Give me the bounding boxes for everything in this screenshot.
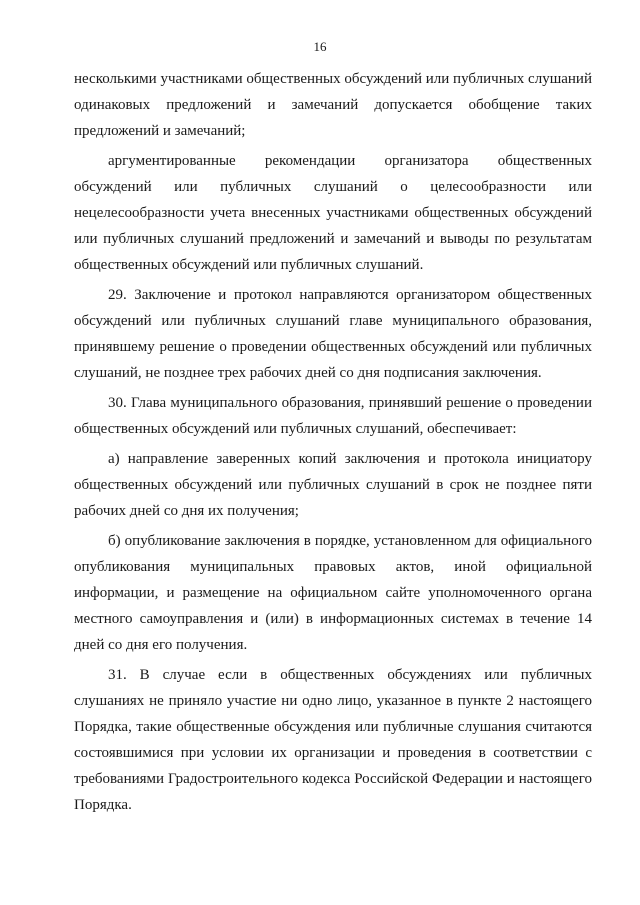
paragraph-item-30a: а) направление заверенных копий заключения и протокола инициатору общественных обсуждений или публичных слушаний в срок не позднее пяти рабочих дней со дня их получения; (74, 451, 592, 519)
paragraph-item-30: 30. Глава муниципального образования, принявший решение о проведении общественных обсуждений или публичных слушаний, обеспечивает: (74, 395, 592, 437)
paragraph-item-31: 31. В случае если в общественных обсуждениях или публичных слушаниях не приняло участие ни одно лицо, указанное в пункте 2 настоящего Порядка, такие общественные обсуждения или публичные слушания считаются состоявшимися при условии их организации и проведения в соответствии с требованиями Градостроительного кодекса Российской Федерации и настоящего Порядка. (74, 667, 592, 813)
paragraph-item-29: 29. Заключение и протокол направляются организатором общественных обсуждений или публичных слушаний главе муниципального образования, принявшему решение о проведении общественных обсуждений или публичных слушаний, не позднее трех рабочих дней со дня подписания заключения. (74, 287, 592, 381)
paragraph-continuation: несколькими участниками общественных обсуждений или публичных слушаний одинаковых предложений и замечаний допускается обобщение таких предложений и замечаний; (74, 71, 592, 139)
paragraph-item-30b: б) опубликование заключения в порядке, установленном для официального опубликования муниципальных правовых актов, иной официальной информации, и размещение на официальном сайте уполномоченного органа местного самоуправления и (или) в информационных системах в течение 14 дней со дня его получения. (74, 533, 592, 653)
page-number: 16 (313, 39, 327, 54)
document-body (74, 66, 592, 822)
paragraph-recommendations: аргументированные рекомендации организатора общественных обсуждений или публичных слушаний о целесообразности или нецелесообразности учета внесенных участниками общественных обсуждений или публичных слушаний предложений и замечаний и выводы по результатам общественных обсуждений или публичных слушаний. (74, 153, 592, 273)
